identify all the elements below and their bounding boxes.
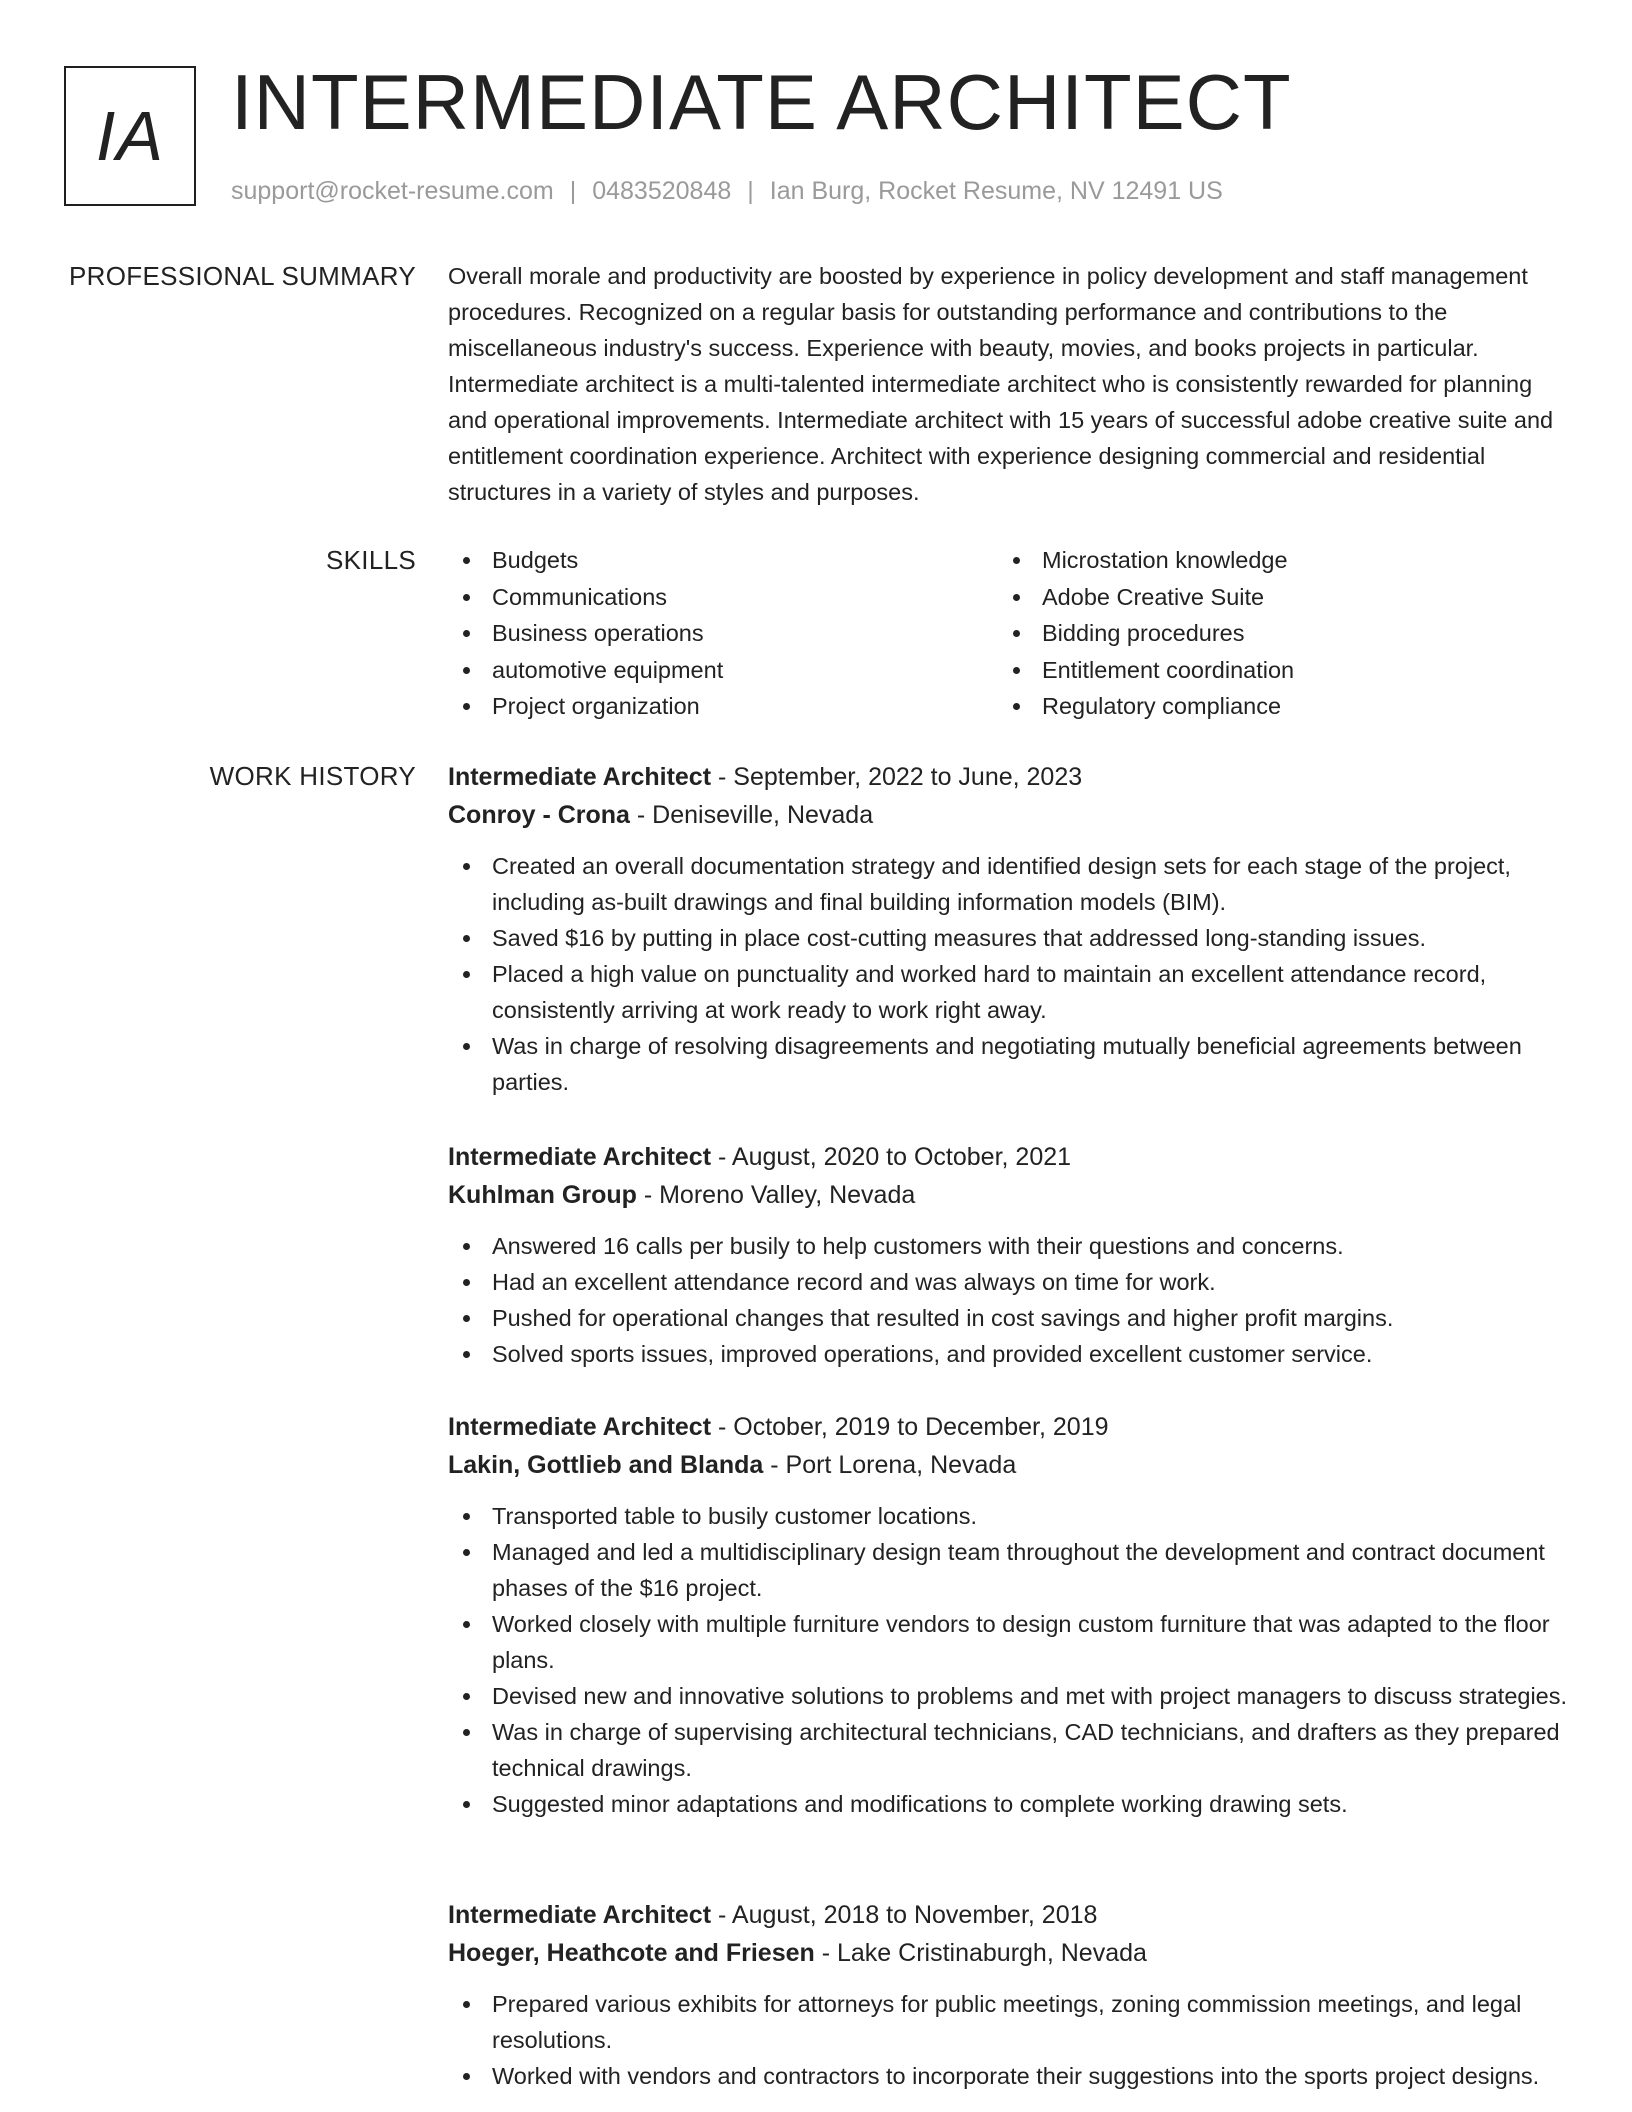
bullet-icon: [463, 1279, 470, 1286]
job-title: Intermediate Architect: [448, 1901, 712, 1929]
job-bullet-item: Saved $16 by putting in place cost-cutting measures that addressed long-standing issues.: [448, 920, 1568, 956]
candidate-name: INTERMEDIATE ARCHITECT: [231, 58, 1292, 146]
job-bullets: [448, 848, 1568, 1100]
bullet-icon: [463, 935, 470, 942]
job-bullet-item: Transported table to busily customer locations.: [448, 1498, 1568, 1534]
contact-separator: |: [569, 177, 577, 205]
job-bullet-item: Had an excellent attendance record and was always on time for work.: [448, 1264, 1568, 1300]
monogram-logo: IA: [64, 66, 196, 206]
skill-item: Adobe Creative Suite: [998, 579, 1294, 616]
job-bullet-item: Placed a high value on punctuality and worked hard to maintain an excellent attendance record, consistently arriving at work ready to work right away.: [448, 956, 1568, 1028]
bullet-icon: [463, 1549, 470, 1556]
job-bullet-item: Worked closely with multiple furniture vendors to design custom furniture that was adapted to the floor plans.: [448, 1606, 1568, 1678]
bullet-icon: [463, 1351, 470, 1358]
skill-item: Bidding procedures: [998, 615, 1294, 652]
bullet-icon: [1013, 594, 1020, 601]
job-entry: [448, 1408, 1568, 1822]
job-title: Intermediate Architect: [448, 1413, 712, 1441]
job-title-line: Intermediate Architect - October, 2019 to December, 2019: [448, 1413, 1109, 1441]
bullet-icon: [463, 667, 470, 674]
job-dates: September, 2022 to June, 2023: [733, 763, 1083, 791]
job-bullet-item: Suggested minor adaptations and modifications to complete working drawing sets.: [448, 1786, 1568, 1822]
job-location: Moreno Valley, Nevada: [659, 1181, 916, 1209]
skill-item: Budgets: [448, 542, 723, 579]
job-bullet-item: Devised new and innovative solutions to problems and met with project managers to discuss strategies.: [448, 1678, 1568, 1714]
bullet-icon: [463, 1621, 470, 1628]
skill-item: Project organization: [448, 688, 723, 725]
job-company: Lakin, Gottlieb and Blanda: [448, 1451, 764, 1479]
job-location: Deniseville, Nevada: [652, 801, 874, 829]
job-company: Conroy - Crona: [448, 801, 630, 829]
bullet-icon: [1013, 630, 1020, 637]
job-company: Kuhlman Group: [448, 1181, 637, 1209]
bullet-icon: [1013, 667, 1020, 674]
job-company-line: Lakin, Gottlieb and Blanda - Port Lorena, Nevada: [448, 1451, 1017, 1479]
bullet-icon: [463, 1693, 470, 1700]
skill-item: Business operations: [448, 615, 723, 652]
bullet-icon: [463, 2073, 470, 2080]
job-bullet-item: Answered 16 calls per busily to help customers with their questions and concerns.: [448, 1228, 1568, 1264]
bullet-icon: [463, 863, 470, 870]
skill-item: Communications: [448, 579, 723, 616]
job-location: Lake Cristinaburgh, Nevada: [837, 1939, 1147, 1967]
contact-email[interactable]: support@rocket-resume.com: [231, 177, 554, 205]
contact-phone[interactable]: 0483520848: [592, 177, 732, 205]
job-title-line: Intermediate Architect - August, 2020 to October, 2021: [448, 1143, 1072, 1171]
job-company-line: Kuhlman Group - Moreno Valley, Nevada: [448, 1181, 916, 1209]
job-entry: [448, 1896, 1568, 2094]
bullet-icon: [1013, 557, 1020, 564]
bullet-icon: [463, 1315, 470, 1322]
bullet-icon: [463, 1513, 470, 1520]
job-dates: August, 2020 to October, 2021: [731, 1143, 1072, 1171]
work-history-heading: WORK HISTORY: [209, 761, 416, 791]
job-entry: [448, 758, 1568, 1100]
summary-heading: PROFESSIONAL SUMMARY: [69, 261, 416, 291]
job-dates: August, 2018 to November, 2018: [731, 1901, 1098, 1929]
bullet-icon: [463, 630, 470, 637]
job-bullet-item: Worked with vendors and contractors to incorporate their suggestions into the sports project designs.: [448, 2058, 1568, 2094]
bullet-icon: [463, 1729, 470, 1736]
job-title-line: Intermediate Architect - August, 2018 to November, 2018: [448, 1901, 1098, 1929]
skills-list-left: [448, 542, 723, 725]
skill-item: automotive equipment: [448, 652, 723, 689]
contact-separator: |: [747, 177, 754, 205]
bullet-icon: [463, 1801, 470, 1808]
skills-heading: SKILLS: [326, 545, 416, 575]
job-bullets: [448, 1498, 1568, 1822]
job-entry: [448, 1138, 1568, 1372]
bullet-icon: [463, 594, 470, 601]
bullet-icon: [463, 1243, 470, 1250]
job-dates: October, 2019 to December, 2019: [733, 1413, 1109, 1441]
job-bullet-item: Prepared various exhibits for attorneys for public meetings, zoning commission meetings, and legal resolutions.: [448, 1986, 1568, 2058]
job-title: Intermediate Architect: [448, 763, 712, 791]
job-bullet-item: Managed and led a multidisciplinary design team throughout the development and contract document phases of the $16 project.: [448, 1534, 1568, 1606]
skills-list-right: [998, 542, 1294, 725]
job-bullet-item: Was in charge of supervising architectural technicians, CAD technicians, and drafters as they prepared technical drawings.: [448, 1714, 1568, 1786]
job-bullet-item: Pushed for operational changes that resulted in cost savings and higher profit margins.: [448, 1300, 1568, 1336]
summary-body: [448, 258, 1568, 510]
skill-item: Regulatory compliance: [998, 688, 1294, 725]
skill-item: Entitlement coordination: [998, 652, 1294, 689]
summary-text: Overall morale and productivity are boosted by experience in policy development and staff management procedures. Recognized on a regular basis for outstanding performance and contributions to the miscellaneous industry's success. Experience with beauty, movies, and books projects in particular. Intermediate architect is a multi-talented intermediate architect who is consistently rewarded for planning and operational improvements. Intermediate architect with 15 years of successful adobe creative suite and entitlement coordination experience. Architect with experience designing commercial and residential structures in a variety of styles and purposes.: [448, 263, 1554, 505]
job-title-line: Intermediate Architect - September, 2022 to June, 2023: [448, 763, 1083, 791]
bullet-icon: [1013, 703, 1020, 710]
job-location: Port Lorena, Nevada: [785, 1451, 1017, 1479]
contact-line: [231, 174, 1223, 208]
bullet-icon: [463, 557, 470, 564]
bullet-icon: [463, 1043, 470, 1050]
job-company-line: Conroy - Crona - Deniseville, Nevada: [448, 801, 874, 829]
job-bullets: [448, 1228, 1568, 1372]
bullet-icon: [463, 971, 470, 978]
bullet-icon: [463, 2001, 470, 2008]
job-bullet-item: Created an overall documentation strategy and identified design sets for each stage of the project, including as-built drawings and final building information models (BIM).: [448, 848, 1568, 920]
job-bullet-item: Solved sports issues, improved operations, and provided excellent customer service.: [448, 1336, 1568, 1372]
skill-item: Microstation knowledge: [998, 542, 1294, 579]
job-bullets: [448, 1986, 1568, 2094]
contact-address: Ian Burg, Rocket Resume, NV 12491 US: [769, 177, 1223, 205]
job-title: Intermediate Architect: [448, 1143, 712, 1171]
job-company-line: Hoeger, Heathcote and Friesen - Lake Cristinaburgh, Nevada: [448, 1939, 1147, 1967]
job-company: Hoeger, Heathcote and Friesen: [448, 1939, 815, 1967]
job-bullet-item: Was in charge of resolving disagreements and negotiating mutually beneficial agreements between parties.: [448, 1028, 1568, 1100]
bullet-icon: [463, 703, 470, 710]
